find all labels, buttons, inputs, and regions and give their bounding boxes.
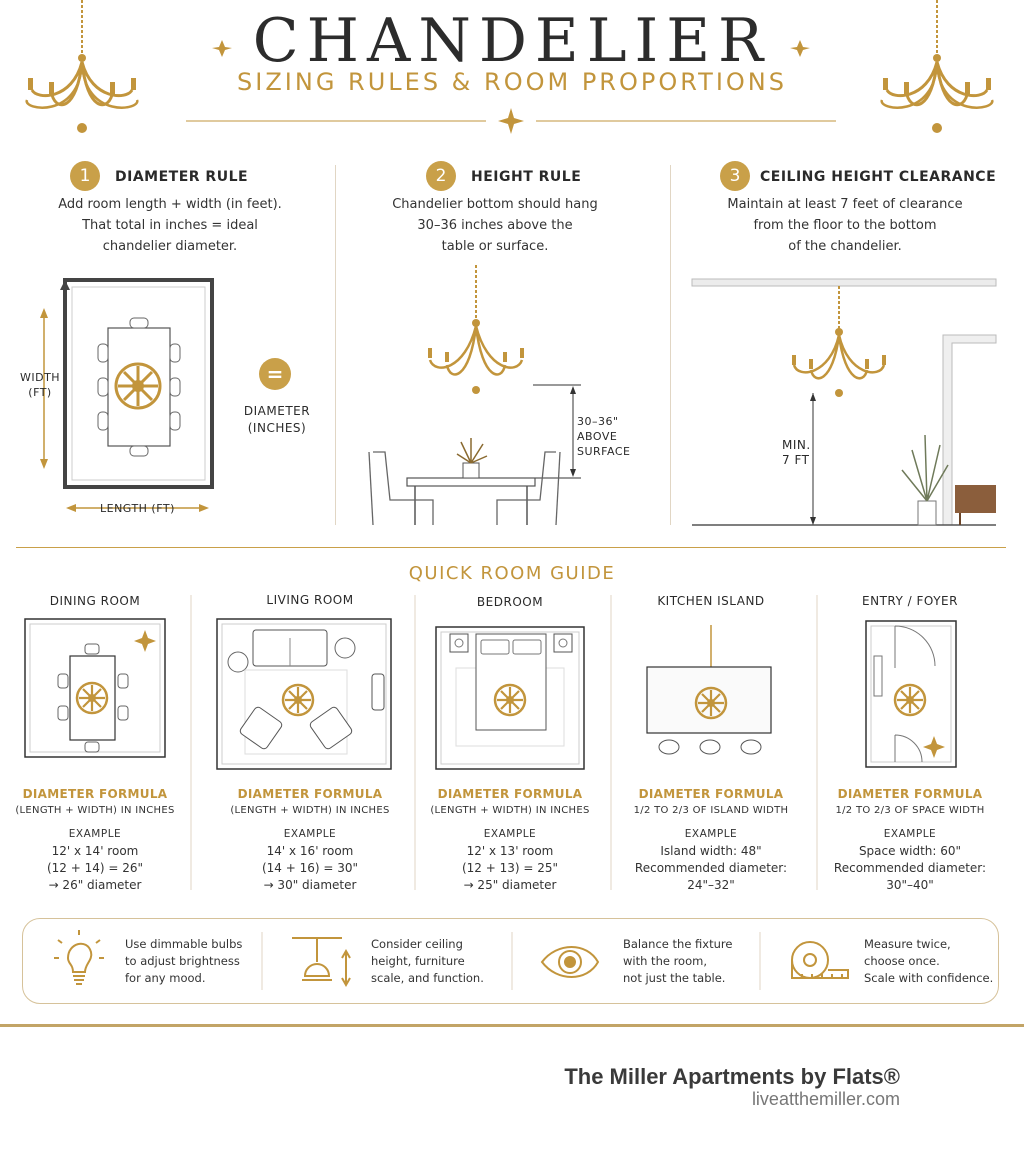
tip-text: Measure twice, choose once. Scale with confidence.	[864, 937, 994, 985]
example-line: → 30" diameter	[263, 878, 357, 892]
chandelier-icon	[792, 286, 886, 397]
example-line: 24"–32"	[687, 878, 735, 892]
example-line: Recommended diameter:	[634, 861, 788, 875]
formula-text: (LENGTH + WIDTH) IN INCHES	[430, 805, 590, 816]
length-label: LENGTH (FT)	[100, 502, 175, 515]
room-name: ENTRY / FOYER	[862, 594, 958, 608]
sideboard	[955, 485, 996, 513]
formula-text: 1/2 TO 2/3 OF SPACE WIDTH	[835, 805, 985, 816]
rule-description: Chandelier bottom should hang 30–36 inches above the table or surface.	[392, 197, 598, 254]
room-name: KITCHEN ISLAND	[657, 594, 765, 608]
diameter-result-label: DIAMETER (INCHES)	[243, 404, 311, 435]
room-name: DINING ROOM	[49, 594, 141, 608]
example-line: (12 + 13) = 25"	[461, 861, 559, 875]
example-line: Island width: 48"	[660, 844, 762, 858]
diameter-rule-diagram	[20, 270, 320, 530]
page-subtitle: SIZING RULES & ROOM PROPORTIONS	[237, 68, 787, 96]
formula-title: DIAMETER FORMULA	[837, 787, 983, 801]
column-divider	[335, 165, 336, 525]
tip-text: Balance the fixture with the room, not just the table.	[623, 937, 733, 985]
quick-guide-title: QUICK ROOM GUIDE	[408, 563, 616, 584]
living-room-plan	[217, 619, 391, 769]
tip-text: Consider ceiling height, furniture scale, and function.	[371, 937, 484, 985]
rule-number-badge: 2	[426, 161, 456, 191]
rule-description: Add room length + width (in feet). That total in inches = ideal chandelier diameter.	[58, 197, 282, 254]
example-label: EXAMPLE	[684, 828, 738, 840]
equals-sign: =	[266, 362, 284, 386]
kitchen-island-plan	[647, 625, 771, 754]
example-line: → 25" diameter	[463, 878, 557, 892]
bedroom-plan	[436, 627, 584, 769]
example-label: EXAMPLE	[68, 828, 122, 840]
example-label: EXAMPLE	[283, 828, 337, 840]
height-measure-label: 30–36" ABOVE SURFACE	[577, 415, 631, 458]
footer-url[interactable]: liveatthemiller.com	[751, 1089, 900, 1109]
plant-icon	[902, 435, 948, 525]
example-line: Recommended diameter:	[833, 861, 987, 875]
room-plans	[0, 590, 1024, 900]
formula-text: 1/2 TO 2/3 OF ISLAND WIDTH	[633, 805, 789, 816]
footer-brand: The Miller Apartments by Flats®	[564, 1064, 900, 1089]
lightbulb-icon	[54, 930, 104, 984]
rule-title: CEILING HEIGHT CLEARANCE	[760, 169, 997, 185]
ceiling-clearance-diagram	[690, 275, 1000, 535]
example-line: Space width: 60"	[858, 844, 962, 858]
rule-title: DIAMETER RULE	[115, 169, 249, 185]
formula-title: DIAMETER FORMULA	[22, 787, 168, 801]
formula-title: DIAMETER FORMULA	[437, 787, 583, 801]
example-line: 12' x 13' room	[466, 844, 554, 858]
dining-room-plan	[25, 619, 165, 757]
rule-description: Maintain at least 7 feet of clearance from the floor to the bottom of the chandelier.	[727, 197, 963, 254]
page-title: CHANDELIER	[252, 6, 772, 76]
section-divider	[16, 547, 1006, 548]
example-line: → 26" diameter	[48, 878, 142, 892]
column-divider	[670, 165, 671, 525]
width-label: WIDTH (FT)	[20, 371, 61, 399]
room-name: BEDROOM	[476, 595, 544, 609]
height-rule-diagram	[345, 260, 665, 530]
example-label: EXAMPLE	[883, 828, 937, 840]
plant-icon	[457, 438, 487, 478]
eye-icon	[542, 947, 598, 977]
example-line: (14 + 16) = 30"	[261, 861, 359, 875]
example-line: (12 + 14) = 26"	[46, 861, 144, 875]
rule-number-badge: 3	[720, 161, 750, 191]
example-line: 30"–40"	[886, 878, 934, 892]
chandelier-topview-icon	[116, 364, 160, 408]
example-line: 12' x 14' room	[51, 844, 139, 858]
table	[407, 478, 535, 486]
rule-number-badge: 1	[70, 161, 100, 191]
example-label: EXAMPLE	[483, 828, 537, 840]
rule-title: HEIGHT RULE	[471, 169, 582, 185]
clearance-measure-label: MIN. 7 FT	[782, 438, 811, 467]
pendant-height-icon	[292, 938, 350, 985]
footer-rule	[0, 1024, 1024, 1027]
tip-text: Use dimmable bulbs to adjust brightness for any mood.	[125, 937, 243, 985]
example-line: 14' x 16' room	[266, 844, 354, 858]
formula-title: DIAMETER FORMULA	[638, 787, 784, 801]
formula-text: (LENGTH + WIDTH) IN INCHES	[15, 805, 175, 816]
formula-title: DIAMETER FORMULA	[237, 787, 383, 801]
formula-text: (LENGTH + WIDTH) IN INCHES	[230, 805, 390, 816]
chandelier-icon	[428, 265, 524, 394]
foyer-plan	[866, 621, 956, 767]
tape-measure-icon	[792, 942, 848, 978]
room-name: LIVING ROOM	[266, 593, 354, 607]
sparkle-icon	[498, 108, 524, 134]
